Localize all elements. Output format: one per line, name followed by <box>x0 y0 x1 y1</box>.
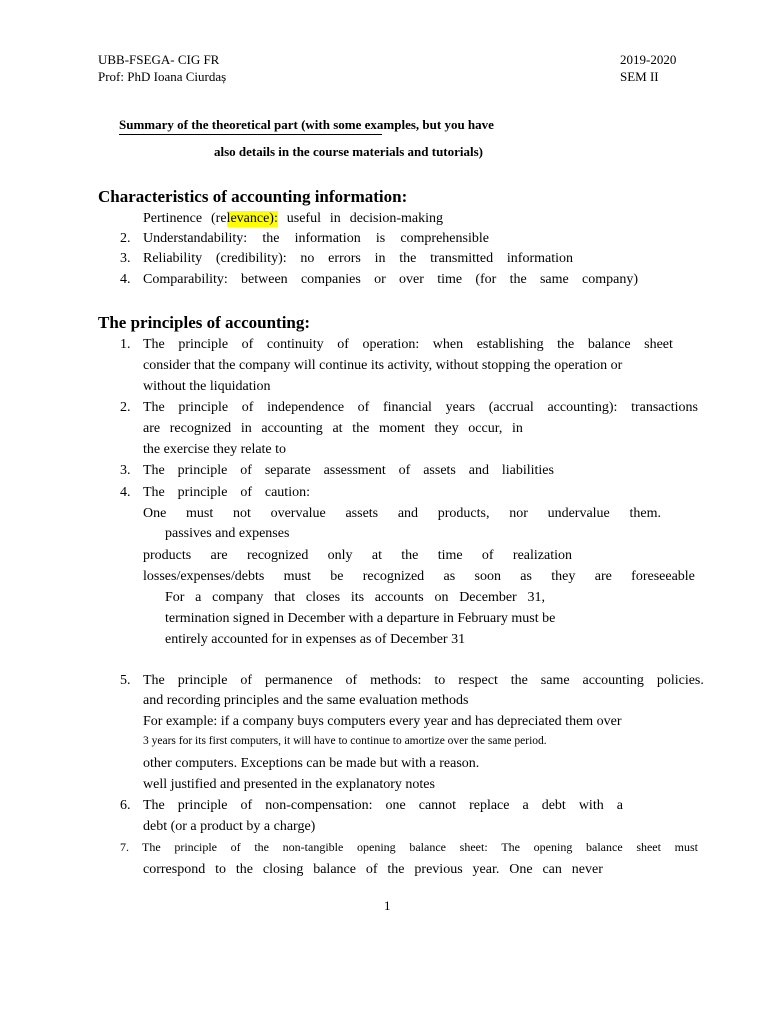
section-title-characteristics: Characteristics of accounting information: <box>98 187 408 206</box>
principle-4-line-8: entirely accounted for in expenses as of December 31 <box>165 632 466 647</box>
principle-1-line-2: consider that the company will continue its activity, without stopping the operation or <box>143 358 623 373</box>
item-number: 3. <box>120 463 131 478</box>
professor-label: Prof: PhD Ioana Ciurdaș <box>98 69 227 84</box>
principle-5-line-3: For example: if a company buys computers every year and has depreciated them over <box>143 714 622 729</box>
principle-3-line-1: The principle of separate assessment of assets and liabilities <box>143 463 554 478</box>
principle-5-line-2: and recording principles and the same evaluation methods <box>143 693 469 708</box>
summary-line-1: Summary of the theoretical part (with some examples, but you have <box>119 117 494 132</box>
principle-2-line-3: the exercise they relate to <box>143 442 287 457</box>
characteristic-item-1: Pertinence (relevance): useful in decision-making <box>143 211 443 226</box>
principle-4-line-7: termination signed in December with a departure in February must be <box>165 611 556 626</box>
academic-year: 2019-2020 <box>620 52 677 67</box>
page-number: 1 <box>384 898 391 913</box>
principle-2-line-2: are recognized in accounting at the moment they occur, in <box>143 421 523 436</box>
principle-7-line-2: correspond to the closing balance of the previous year. One can never <box>143 862 603 877</box>
principle-4-line-2: One must not overvalue assets and products, nor undervalue them. <box>143 506 661 521</box>
item-number: 4. <box>120 485 131 500</box>
item-number: 7. <box>120 840 129 854</box>
principle-4-line-6: For a company that closes its accounts on December 31, <box>165 590 545 605</box>
item-number: 6. <box>120 798 131 813</box>
item-number: 2. <box>120 231 131 246</box>
principle-6-line-1: The principle of non-compensation: one cannot replace a debt with a <box>143 798 623 813</box>
principle-7-line-1: The principle of the non-tangible opening balance sheet: The opening balance sheet must <box>142 840 698 854</box>
principle-5-line-6: well justified and presented in the explanatory notes <box>143 777 435 792</box>
principle-4-line-1: The principle of caution: <box>143 485 310 500</box>
item-number: 5. <box>120 673 131 688</box>
principle-5-line-5: other computers. Exceptions can be made but with a reason. <box>143 756 480 771</box>
item-number: 2. <box>120 400 131 415</box>
institution-label: UBB-FSEGA- CIG FR <box>98 52 220 67</box>
item-number: 1. <box>120 337 131 352</box>
principle-4-line-5: losses/expenses/debts must be recognized as soon as they are foreseeable <box>143 569 695 584</box>
principle-5-line-4: 3 years for its first computers, it will have to continue to amortize over the same period. <box>143 735 547 747</box>
principle-4-line-4: products are recognized only at the time of realization <box>143 548 572 563</box>
characteristic-item-3: Reliability (credibility): no errors in the transmitted information <box>143 251 573 266</box>
principle-1-line-1: The principle of continuity of operation: when establishing the balance sheet <box>143 337 673 352</box>
characteristic-item-4: Comparability: between companies or over time (for the same company) <box>143 272 638 287</box>
principle-6-line-2: debt (or a product by a charge) <box>143 819 316 834</box>
characteristic-item-2: Understandability: the information is comprehensible <box>143 231 489 246</box>
semester-label: SEM II <box>620 69 659 84</box>
principle-4-line-3: passives and expenses <box>165 526 290 541</box>
highlight: levance): <box>226 211 278 226</box>
principle-5-line-1: The principle of permanence of methods: to respect the same accounting policies. <box>143 673 704 688</box>
principle-2-line-1: The principle of independence of financial years (accrual accounting): transactions <box>143 400 698 415</box>
section-title-principles: The principles of accounting: <box>98 313 311 332</box>
summary-underline <box>119 134 382 135</box>
item-number: 4. <box>120 272 131 287</box>
principle-1-line-3: without the liquidation <box>143 379 271 394</box>
summary-line-2: also details in the course materials and tutorials) <box>214 144 484 159</box>
item-number: 3. <box>120 251 131 266</box>
